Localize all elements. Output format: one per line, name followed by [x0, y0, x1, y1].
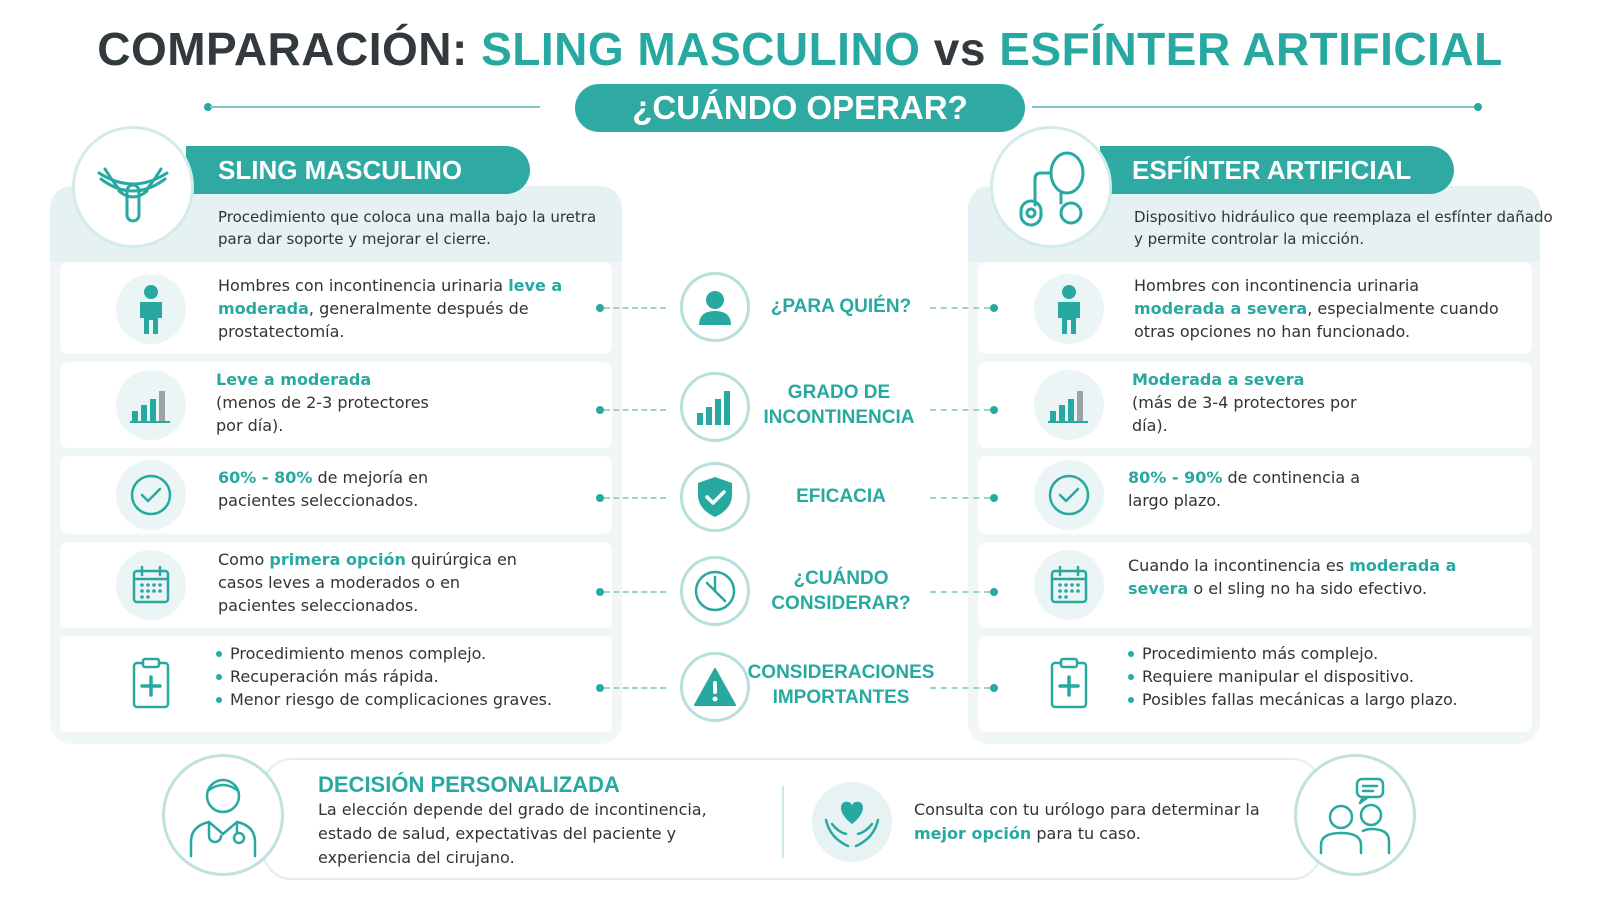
calendar-icon [116, 550, 186, 620]
person-icon [1034, 274, 1104, 344]
left-row-who [60, 262, 612, 354]
right-considerations-list [1128, 642, 1518, 711]
title-sling: SLING MASCULINO [481, 23, 921, 75]
subtitle-dot-right [1474, 103, 1482, 111]
left-row-when [60, 542, 612, 628]
right-row-grade [978, 362, 1532, 448]
right-grade-text: Moderada a severa (más de 3-4 protectores por día). [1132, 370, 1357, 435]
list-item: Posibles fallas mecánicas a largo plazo. [1128, 688, 1518, 711]
connector-line [930, 409, 990, 411]
bar-chart-icon [680, 372, 750, 442]
check-circle-icon [1034, 460, 1104, 530]
connector-line [604, 591, 666, 593]
connector-dot [990, 684, 998, 692]
connector-dot [596, 304, 604, 312]
right-intro: Dispositivo hidráulico que reemplaza el esfínter dañado y permite controlar la micción. [1134, 208, 1553, 248]
right-header: ESFÍNTER ARTIFICIAL [1100, 146, 1454, 194]
bar-chart-icon [1034, 370, 1104, 440]
middle-label-efficacy: EFICACIA [796, 486, 886, 507]
right-row-considerations [978, 636, 1532, 732]
left-intro: Procedimiento que coloca una malla bajo la uretra para dar soporte y mejorar el cierre. [218, 208, 597, 248]
middle-label-who: ¿PARA QUIÉN? [770, 296, 912, 317]
right-efficacy-text: 80% - 90% de continencia a largo plazo. [1128, 468, 1361, 510]
connector-line [604, 409, 666, 411]
left-grade-text: Leve a moderada (menos de 2-3 protectores por día). [216, 370, 429, 435]
connector-dot [596, 588, 604, 596]
connector-line [604, 497, 666, 499]
left-row-considerations [60, 636, 612, 732]
middle-label-when: ¿CUÁNDO CONSIDERAR? [771, 568, 911, 614]
bottom-title: DECISIÓN PERSONALIZADA [318, 772, 620, 797]
connector-dot [990, 494, 998, 502]
clipboard-plus-icon [1034, 648, 1104, 718]
connector-line [930, 307, 990, 309]
left-row-efficacy [60, 456, 612, 534]
bottom-text: La elección depende del grado de incontinencia, estado de salud, expectativas del paciente y experiencia del cirujano. [318, 800, 707, 867]
right-row-when [978, 542, 1532, 628]
right-row-efficacy [978, 456, 1532, 534]
list-item: Procedimiento más complejo. [1128, 642, 1518, 665]
left-header: SLING MASCULINO [186, 146, 530, 194]
page-title [0, 22, 1600, 76]
clipboard-plus-icon [116, 648, 186, 718]
middle-label-grade: GRADO DE INCONTINENCIA [763, 382, 915, 428]
bottom-divider [782, 786, 784, 858]
bar-chart-icon [116, 370, 186, 440]
bottom-consult-text: Consulta con tu urólogo para determinar la mejor opción para tu caso. [914, 800, 1260, 843]
left-considerations-list [216, 642, 606, 711]
left-when-text: Como primera opción quirúrgica en casos leves a moderados o en pacientes seleccionados. [218, 550, 517, 615]
connector-dot [990, 406, 998, 414]
subtitle-pill: ¿CUÁNDO OPERAR? [575, 84, 1025, 132]
consultation-icon [1294, 754, 1416, 876]
list-item: Procedimiento menos complejo. [216, 642, 606, 665]
calendar-icon [1034, 550, 1104, 620]
clock-icon [680, 556, 750, 626]
connector-line [930, 591, 990, 593]
connector-line [930, 687, 990, 689]
shield-check-icon [680, 462, 750, 532]
title-vs: vs [920, 23, 1000, 75]
artificial-sphincter-icon [990, 126, 1112, 248]
connector-dot [596, 684, 604, 692]
middle-label-considerations: CONSIDERACIONES IMPORTANTES [747, 662, 935, 708]
person-icon [116, 274, 186, 344]
subtitle-line-left [210, 106, 540, 108]
list-item: Requiere manipular el dispositivo. [1128, 665, 1518, 688]
title-prefix: COMPARACIÓN: [97, 23, 482, 75]
left-row-grade [60, 362, 612, 448]
right-row-who [978, 262, 1532, 354]
sling-mesh-icon [72, 126, 194, 248]
connector-dot [596, 494, 604, 502]
connector-line [930, 497, 990, 499]
left-efficacy-text: 60% - 80% de mejoría en pacientes seleccionados. [218, 468, 429, 510]
connector-dot [990, 588, 998, 596]
left-who-text: Hombres con incontinencia urinaria leve a moderada, generalmente después de prostatectomía. [218, 276, 563, 341]
doctor-icon [162, 754, 284, 876]
connector-line [604, 307, 666, 309]
right-who-text: Hombres con incontinencia urinaria moderada a severa, especialmente cuando otras opciones no han funcionado. [1134, 276, 1499, 341]
connector-line [604, 687, 666, 689]
subtitle-line-right [1032, 106, 1478, 108]
person-icon [680, 272, 750, 342]
list-item: Recuperación más rápida. [216, 665, 606, 688]
list-item: Menor riesgo de complicaciones graves. [216, 688, 606, 711]
check-circle-icon [116, 460, 186, 530]
connector-dot [990, 304, 998, 312]
connector-dot [596, 406, 604, 414]
title-esfinter: ESFÍNTER ARTIFICIAL [999, 23, 1503, 75]
warning-icon [680, 652, 750, 722]
right-when-text: Cuando la incontinencia es moderada a severa o el sling no ha sido efectivo. [1128, 556, 1457, 598]
heart-hands-icon [812, 782, 892, 862]
